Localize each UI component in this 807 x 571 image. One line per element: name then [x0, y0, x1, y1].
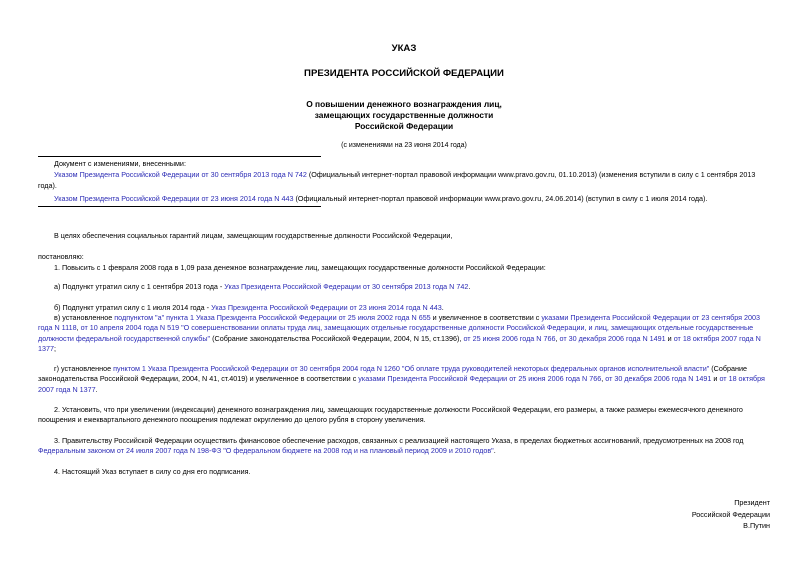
- punct: .: [468, 282, 471, 291]
- paragraph-2-text: 2. Установить, что при увеличении (индексации) денежного вознаграждения лиц, замещающих государственные должности Российской Федерации, его размеры, а также размеры ежемесячного денежного поощрения и ежеквартального денежного поощрения подлежат округлению до целого рубля в сторону увеличения.: [38, 405, 743, 425]
- subparagraph-b-link[interactable]: Указ Президента Российской Федерации от 23 июня 2014 года N 443: [211, 303, 442, 312]
- paragraph-4: [38, 467, 770, 477]
- amendments-intro: Документ с изменениями, внесенными:: [54, 159, 186, 168]
- decree-text: постановляю:: [38, 252, 84, 261]
- document-issuer: ПРЕЗИДЕНТА РОССИЙСКОЙ ФЕДЕРАЦИИ: [304, 68, 504, 79]
- divider-top: [38, 156, 321, 157]
- amendment-text: (Официальный интернет-портал правовой информации www.pravo.gov.ru, 24.06.2014) (вступил в силу с 1 июля 2014 года).: [293, 194, 708, 204]
- text-run: и увеличенное в соответствии с: [430, 313, 542, 322]
- text-run: в) установленное: [54, 313, 115, 322]
- text-run: и: [711, 374, 720, 384]
- link-decree-1377[interactable]: от 18 октября 2007 года N 1377: [38, 333, 761, 354]
- paragraph-3: [38, 436, 770, 457]
- text-run: ,: [555, 333, 560, 343]
- edition-note: (с изменениями на 23 июня 2014 года): [341, 142, 467, 149]
- decree-word: [38, 252, 770, 262]
- paragraph-4-text: 4. Настоящий Указ вступает в силу со дня его подписания.: [54, 467, 251, 476]
- link-decree-1491[interactable]: от 30 декабря 2006 года N 1491: [605, 374, 712, 384]
- document-heading: [38, 99, 770, 131]
- text-run: ,: [601, 374, 606, 384]
- signature-title: Президент: [734, 498, 770, 507]
- heading-line: замещающих государственные должности: [314, 109, 494, 120]
- amendment-item: [38, 194, 770, 204]
- amendment-item: [38, 170, 770, 191]
- amendment-link-742[interactable]: Указом Президента Российской Федерации от 30 сентября 2013 года N 742: [54, 170, 307, 180]
- link-decree-766[interactable]: от 25 июня 2006 года N 766: [463, 333, 556, 343]
- link-decree-519[interactable]: от 10 апреля 2004 года N 519 "О совершенствовании оплаты труда лиц, замещающих отдельные государственные должности Российской Федерации, и лиц, замещающих отдельные государственные должности федеральной государственной службы": [38, 323, 754, 343]
- paragraph-1-text: 1. Повысить с 1 февраля 2008 года в 1,09 раза денежное вознаграждение лиц, замещающих государственные должности Российской Федерации:: [54, 263, 546, 272]
- signature-org: Российской Федерации: [691, 509, 770, 519]
- subparagraph-g: [38, 364, 770, 395]
- preamble-text: В целях обеспечения социальных гарантий лицам, замещающим государственные должности Российской Федерации,: [54, 231, 453, 240]
- link-decree-1260[interactable]: пунктом 1 Указа Президента Российской Федерации от 30 сентября 2004 года N 1260 "Об оплате труда руководителей некоторых федеральных органов исполнительной власти": [113, 364, 710, 373]
- text-run: г) установленное: [54, 364, 114, 373]
- signature-block: [692, 497, 770, 532]
- text-run: (Собрание законодательства Российской Федерации, 2004, N 41, ст.4019) и увеличенное в соответствии с: [38, 364, 747, 384]
- subparagraph-b-text: б) Подпункт утратил силу с 1 июля 2014 года -: [54, 303, 212, 312]
- text-run: (Собрание законодательства Российской Федерации, 2004, N 15, ст.1396),: [210, 333, 464, 343]
- link-decree-766[interactable]: указами Президента Российской Федерации от 25 июня 2006 года N 766: [358, 374, 602, 384]
- signature-name: В.Путин: [743, 521, 770, 531]
- text-run: ;: [54, 344, 56, 354]
- preamble: [38, 231, 770, 241]
- text-run: 3. Правительству Российской Федерации осуществить финансовое обеспечение расходов, связанных с реализацией настоящего Указа, в пределах бюджетных ассигнований, предусмотренных на 2008 год: [54, 436, 744, 445]
- paragraph-1: [38, 263, 770, 273]
- subparagraph-v: [38, 313, 770, 355]
- subparagraph-b: [38, 303, 770, 313]
- link-decree-1118[interactable]: указами Президента Российской Федерации от 23 сентября 2003 года N 1118: [38, 313, 760, 333]
- subparagraph-a-link[interactable]: Указ Президента Российской Федерации от 30 сентября 2013 года N 742: [224, 282, 469, 291]
- punct: .: [441, 303, 444, 312]
- link-federal-law-198[interactable]: Федеральным законом от 24 июля 2007 года N 198-ФЗ "О федеральном бюджете на 2008 год и на плановый период 2009 и 2010 годов": [38, 446, 494, 456]
- link-decree-655[interactable]: подпунктом "а" пункта 1 Указа Президента Российской Федерации от 25 июля 2002 года N 655: [114, 313, 431, 322]
- amendment-link-443[interactable]: Указом Президента Российской Федерации от 23 июня 2014 года N 443: [54, 194, 294, 204]
- amendment-text: (Официальный интернет-портал правовой информации www.pravo.gov.ru, 01.10.2013) (изменения вступили в силу с 1 сентября 2013 года).: [38, 170, 756, 190]
- text-run: .: [493, 446, 496, 456]
- divider-bottom: [38, 206, 321, 207]
- link-decree-1377[interactable]: от 18 октября 2007 года N 1377: [38, 374, 765, 394]
- text-run: .: [95, 384, 98, 394]
- heading-line: О повышении денежного вознаграждения лиц,: [306, 99, 502, 109]
- text-run: ,: [76, 323, 81, 333]
- heading-line: Российской Федерации: [354, 120, 454, 131]
- paragraph-2: [38, 405, 770, 426]
- amendments-block: [38, 159, 770, 205]
- text-run: и: [665, 333, 674, 343]
- subparagraph-a-text: а) Подпункт утратил силу с 1 сентября 2013 года -: [54, 282, 225, 291]
- subparagraph-a: [38, 282, 770, 292]
- document-title: УКАЗ: [391, 43, 417, 54]
- link-decree-1491[interactable]: от 30 декабря 2006 года N 1491: [559, 333, 666, 343]
